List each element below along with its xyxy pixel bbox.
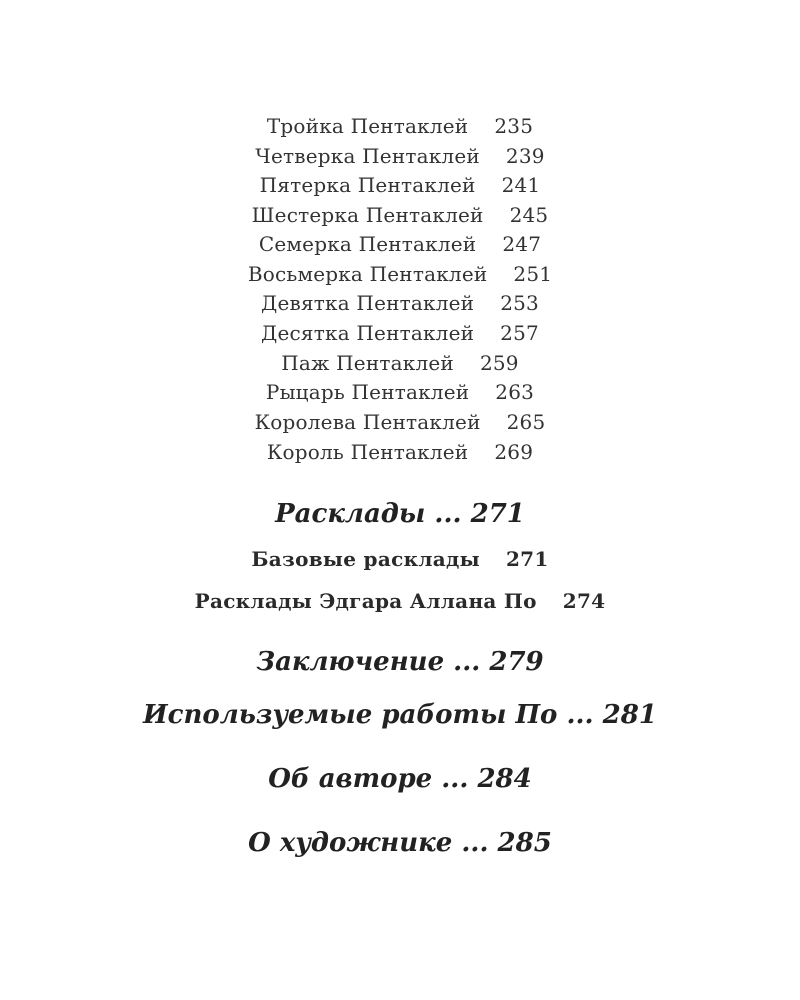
toc-subsection	[0, 589, 800, 613]
toc-entry-title: Девятка Пентаклей	[261, 291, 475, 315]
toc-entry-title: Рыцарь Пентаклей	[265, 380, 470, 404]
toc-entry-title: Четверка Пентаклей	[255, 144, 480, 168]
toc-entry-page: 253	[500, 291, 539, 315]
toc-entry-title: Пятерка Пентаклей	[259, 173, 476, 197]
toc-entry	[0, 410, 800, 434]
toc-entry	[0, 291, 800, 315]
toc-entry	[0, 144, 800, 168]
toc-entry	[0, 173, 800, 197]
toc-subsection-title: Расклады Эдгара Аллана По	[194, 589, 537, 613]
toc-entry	[0, 380, 800, 404]
toc-subsection-page: 274	[562, 589, 606, 613]
toc-entry-page: 247	[502, 232, 542, 256]
toc-entry	[0, 440, 800, 464]
toc-entry-page: 251	[513, 262, 553, 286]
toc-entry-title: Восьмерка Пентаклей	[247, 262, 488, 286]
toc-entry	[0, 321, 800, 345]
toc-entry	[0, 351, 800, 375]
toc-section-conclusion: Заключение ... 279	[256, 647, 544, 677]
toc-subsection-page: 271	[505, 547, 549, 571]
toc-section-author: Об авторе ... 284	[268, 764, 532, 794]
toc-entry-page: 241	[501, 173, 541, 197]
toc-entry-page: 235	[494, 114, 534, 138]
toc-section-artist: О художнике ... 285	[248, 828, 552, 858]
toc-entry	[0, 203, 800, 227]
toc-entry-title: Десятка Пентаклей	[261, 321, 475, 345]
toc-entry-page: 257	[500, 321, 539, 345]
toc-entry-page: 239	[505, 144, 545, 168]
toc-section-spreads: Расклады ... 271	[275, 499, 525, 529]
toc-entry-page: 263	[495, 380, 535, 404]
toc-entry-title: Королева Пентаклей	[254, 410, 481, 434]
toc-entry-title: Паж Пентаклей	[281, 351, 454, 375]
toc-entry-page: 245	[509, 203, 549, 227]
toc-entry-page: 265	[506, 410, 546, 434]
toc-entry	[0, 262, 800, 286]
toc-entry	[0, 114, 800, 138]
toc-subsection	[0, 547, 800, 571]
toc-entry-title: Шестерка Пентаклей	[251, 203, 484, 227]
toc-subsection-title: Базовые расклады	[251, 547, 480, 571]
toc-section-works: Используемые работы По ... 281	[143, 700, 657, 730]
toc-entry-page: 269	[494, 440, 534, 464]
toc-entry	[0, 232, 800, 256]
toc-entry-title: Семерка Пентаклей	[258, 232, 477, 256]
toc-entry-title: Тройка Пентаклей	[266, 114, 469, 138]
toc-entry-page: 259	[479, 351, 519, 375]
toc-entry-title: Король Пентаклей	[266, 440, 469, 464]
